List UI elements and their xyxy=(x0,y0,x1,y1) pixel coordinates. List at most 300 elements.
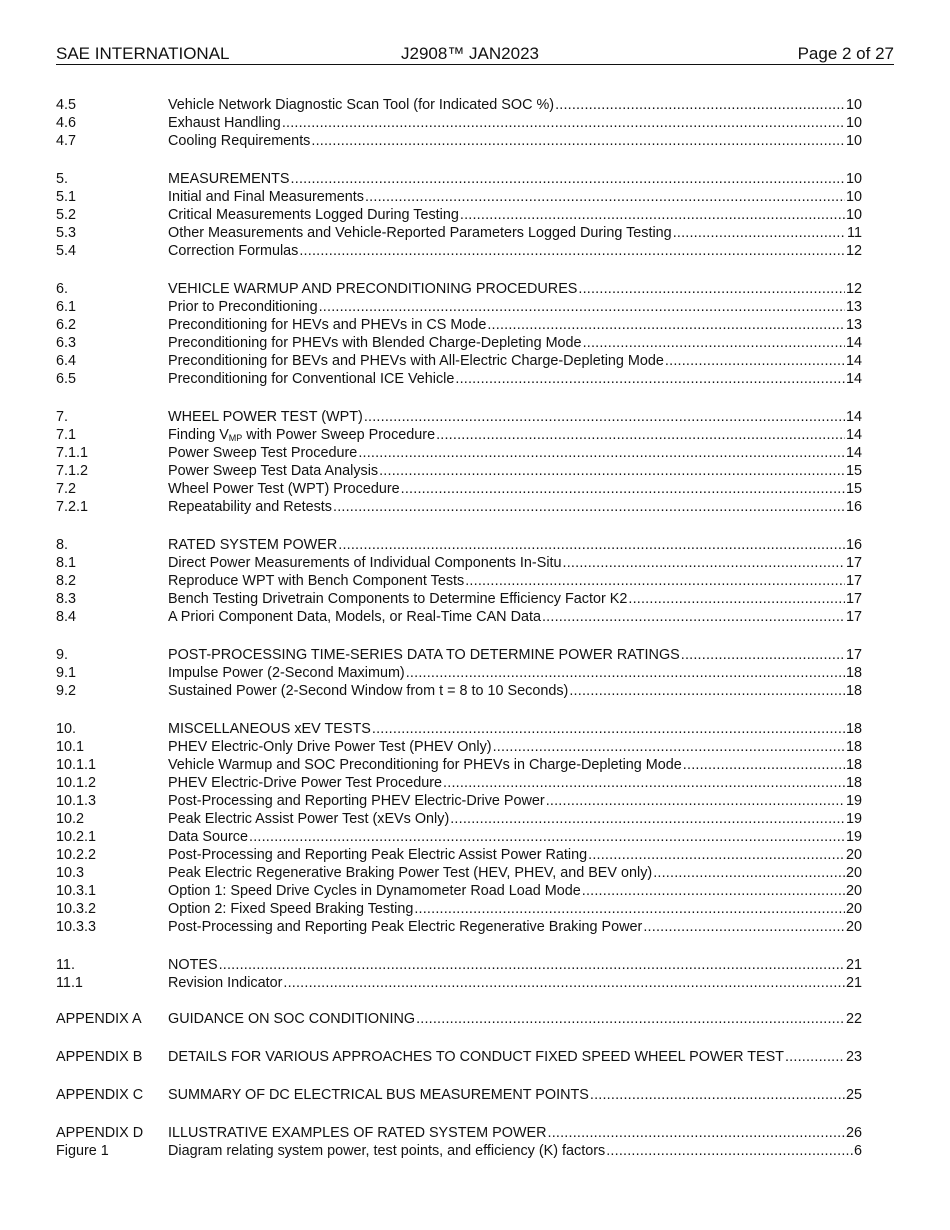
toc-entry-number: 10.1.2 xyxy=(56,775,97,791)
toc-entry-line xyxy=(168,792,862,810)
toc-entry-title-text: PHEV Electric-Only Drive Power Test (PHEV Only) xyxy=(168,739,492,755)
toc-entry-line xyxy=(168,96,862,114)
toc-entry-page: 22 xyxy=(845,1011,862,1027)
toc-entry-number: 10. xyxy=(56,721,77,737)
toc-entry[interactable] xyxy=(56,738,862,756)
toc-entry-line xyxy=(168,298,862,316)
toc-entry-title xyxy=(168,224,672,242)
toc-dot-leader xyxy=(291,170,845,188)
toc-entry-title-text: Preconditioning for Conventional ICE Vehicle xyxy=(168,371,455,387)
toc-entry-page: 10 xyxy=(845,97,862,113)
toc-dot-leader xyxy=(681,646,845,664)
toc-entry-line xyxy=(168,682,862,700)
toc-entry-page: 19 xyxy=(845,793,862,809)
toc-entry-page: 15 xyxy=(845,481,862,497)
toc-entry[interactable] xyxy=(56,846,862,864)
toc-entry-line xyxy=(168,188,862,206)
toc-entry-number: 9.2 xyxy=(56,683,77,699)
page-header xyxy=(56,44,894,65)
toc-entry-number: 10.2.2 xyxy=(56,847,97,863)
toc-entry-page: 14 xyxy=(845,371,862,387)
toc-entry-page: 6 xyxy=(853,1143,862,1159)
toc-entry-number: 6.1 xyxy=(56,299,77,315)
toc-dot-leader xyxy=(588,846,845,864)
toc-entry-title-text: ILLUSTRATIVE EXAMPLES OF RATED SYSTEM POWER xyxy=(168,1125,547,1141)
toc-entry-number: 7.2 xyxy=(56,481,77,497)
toc-entry-title-text: MEASUREMENTS xyxy=(168,171,290,187)
toc-entry-number: 10.3.2 xyxy=(56,901,97,917)
toc-entry[interactable] xyxy=(56,298,862,316)
toc-entry[interactable] xyxy=(56,352,862,370)
toc-entry[interactable] xyxy=(56,498,862,516)
toc-entry-line xyxy=(168,1124,862,1142)
toc-entry-title-text: Initial and Final Measurements xyxy=(168,189,364,205)
toc-dot-leader xyxy=(416,1010,845,1028)
toc-entry-number: 4.6 xyxy=(56,115,77,131)
toc-entry-page: 21 xyxy=(845,975,862,991)
toc-entry-title xyxy=(168,608,541,626)
toc-entry-page: 17 xyxy=(845,573,862,589)
toc-entry-title-text: DETAILS FOR VARIOUS APPROACHES TO CONDUCT FIXED SPEED WHEEL POWER TEST xyxy=(168,1049,784,1065)
header-org: SAE INTERNATIONAL xyxy=(56,44,230,63)
toc-dot-leader xyxy=(450,810,845,828)
toc-entry-title-text: Revision Indicator xyxy=(168,975,283,991)
toc-entry-line xyxy=(168,646,862,664)
toc-dot-leader xyxy=(563,554,845,572)
toc-dot-leader xyxy=(542,608,845,626)
toc-entry-title xyxy=(168,132,310,150)
toc-dot-leader xyxy=(358,444,845,462)
toc-entry-number: 10.2.1 xyxy=(56,829,97,845)
toc-entry[interactable] xyxy=(56,646,862,664)
toc-entry-number: 7.2.1 xyxy=(56,499,89,515)
toc-entry-number: APPENDIX C xyxy=(56,1087,144,1103)
toc-entry-line xyxy=(168,572,862,590)
toc-entry[interactable] xyxy=(56,426,862,444)
toc-entry-number: 10.1.3 xyxy=(56,793,97,809)
toc-entry-number: APPENDIX B xyxy=(56,1049,143,1065)
toc-entry-line xyxy=(168,408,862,426)
toc-entry-title xyxy=(168,774,442,792)
toc-entry-title xyxy=(168,498,332,516)
toc-entry-number: 10.3 xyxy=(56,865,85,881)
toc-entry-line xyxy=(168,1048,862,1066)
toc-entry-title-text: VEHICLE WARMUP AND PRECONDITIONING PROCEDURES xyxy=(168,281,578,297)
toc-entry-number: 10.3.1 xyxy=(56,883,97,899)
toc-dot-leader xyxy=(546,792,845,810)
toc-entry[interactable] xyxy=(56,774,862,792)
toc-dot-leader xyxy=(590,1086,845,1104)
toc-entry-page: 20 xyxy=(845,847,862,863)
toc-entry-title xyxy=(168,792,545,810)
toc-entry[interactable] xyxy=(56,828,862,846)
toc-entry-title-text: Vehicle Network Diagnostic Scan Tool (for Indicated SOC %) xyxy=(168,97,555,113)
toc-entry-line xyxy=(168,974,862,992)
toc-dot-leader xyxy=(673,224,846,242)
toc-entry[interactable] xyxy=(56,664,862,682)
toc-entry-title-text: Direct Power Measurements of Individual Components In-Situ xyxy=(168,555,562,571)
toc-dot-leader xyxy=(628,590,845,608)
toc-entry-number: Figure 1 xyxy=(56,1143,109,1159)
toc-entry-number: 11. xyxy=(56,957,75,973)
toc-entry-title-text: Impulse Power (2-Second Maximum) xyxy=(168,665,405,681)
toc-dot-leader xyxy=(401,480,845,498)
toc-entry-line xyxy=(168,882,862,900)
toc-entry[interactable] xyxy=(56,720,862,738)
toc-dot-leader xyxy=(643,918,845,936)
toc-entry-page: 14 xyxy=(845,409,862,425)
toc-entry-line xyxy=(168,1010,862,1028)
toc-dot-leader xyxy=(249,828,845,846)
toc-entry[interactable] xyxy=(56,882,862,900)
toc-entry-line xyxy=(168,846,862,864)
toc-dot-leader xyxy=(319,298,845,316)
toc-entry-title-text: GUIDANCE ON SOC CONDITIONING xyxy=(168,1011,416,1027)
toc-entry-title-text: Post-Processing and Reporting PHEV Electric-Drive Power xyxy=(168,793,545,809)
toc-entry-page: 15 xyxy=(845,463,862,479)
toc-entry-title xyxy=(168,864,652,882)
toc-dot-leader xyxy=(548,1124,845,1142)
toc-entry-number: 7.1.2 xyxy=(56,463,89,479)
toc-entry-line xyxy=(168,1086,862,1104)
toc-dot-leader xyxy=(414,900,845,918)
toc-entry-page: 26 xyxy=(845,1125,862,1141)
toc-entry-title-text: Vehicle Warmup and SOC Preconditioning for PHEVs in Charge-Depleting Mode xyxy=(168,757,682,773)
toc-entry-page: 20 xyxy=(845,883,862,899)
toc-entry-number: 6.2 xyxy=(56,317,77,333)
toc-entry-line xyxy=(168,334,862,352)
toc-entry[interactable] xyxy=(56,370,862,388)
toc-entry[interactable] xyxy=(56,1124,862,1142)
toc-entry-page: 10 xyxy=(845,171,862,187)
toc-entry-line xyxy=(168,498,862,516)
toc-entry[interactable] xyxy=(56,462,862,480)
toc-entry-title-text: Sustained Power (2-Second Window from t = 8 to 10 Seconds) xyxy=(168,683,569,699)
toc-entry-line xyxy=(168,918,862,936)
toc-entry[interactable] xyxy=(56,756,862,774)
toc-entry-line xyxy=(168,554,862,572)
toc-entry-title xyxy=(168,206,459,224)
toc-entry-subscript: MP xyxy=(228,433,243,443)
toc-dot-leader xyxy=(785,1048,845,1066)
toc-entry-title-text: Correction Formulas xyxy=(168,243,299,259)
toc-dot-leader xyxy=(555,96,845,114)
toc-entry-number: 10.3.3 xyxy=(56,919,97,935)
toc-dot-leader xyxy=(299,242,845,260)
toc-entry[interactable] xyxy=(56,1142,862,1160)
toc-entry-title-text: Preconditioning for PHEVs with Blended Charge-Depleting Mode xyxy=(168,335,582,351)
toc-entry-line xyxy=(168,352,862,370)
toc-entry-number: 9.1 xyxy=(56,665,77,681)
toc-entry-page: 19 xyxy=(845,811,862,827)
toc-entry[interactable] xyxy=(56,918,862,936)
toc-entry[interactable] xyxy=(56,956,862,974)
toc-entry-title-text: Power Sweep Test Procedure xyxy=(168,445,358,461)
toc-entry-title-text: WHEEL POWER TEST (WPT) xyxy=(168,409,363,425)
toc-entry-title xyxy=(168,188,364,206)
toc-entry-number: 7.1.1 xyxy=(56,445,89,461)
toc-entry-title xyxy=(168,900,413,918)
toc-entry-number: 5.3 xyxy=(56,225,77,241)
toc-entry-title xyxy=(168,918,642,936)
toc-entry-title xyxy=(168,1010,415,1028)
toc-entry[interactable] xyxy=(56,188,862,206)
toc-entry-line xyxy=(168,280,862,298)
header-page-label: Page 2 of 27 xyxy=(797,44,894,63)
toc-entry-number: 8. xyxy=(56,537,69,553)
toc-entry[interactable] xyxy=(56,572,862,590)
toc-entry[interactable] xyxy=(56,590,862,608)
toc-entry-page: 10 xyxy=(845,133,862,149)
toc-entry-line xyxy=(168,132,862,150)
toc-entry-line xyxy=(168,738,862,756)
toc-entry[interactable] xyxy=(56,810,862,828)
toc-entry-page: 19 xyxy=(845,829,862,845)
toc-entry[interactable] xyxy=(56,974,862,992)
toc-entry-number: 8.3 xyxy=(56,591,77,607)
toc-entry-page: 20 xyxy=(845,901,862,917)
toc-entry-number: 10.1.1 xyxy=(56,757,97,773)
toc-entry-line xyxy=(168,462,862,480)
toc-entry-title xyxy=(168,298,318,316)
toc-entry-title-text: Diagram relating system power, test points, and efficiency (K) factors xyxy=(168,1143,606,1159)
toc-dot-leader xyxy=(338,536,845,554)
toc-entry-title-text: Option 2: Fixed Speed Braking Testing xyxy=(168,901,414,917)
toc-dot-leader xyxy=(665,352,845,370)
toc-entry-title-text: Other Measurements and Vehicle-Reported Parameters Logged During Testing xyxy=(168,225,672,241)
toc-entry[interactable] xyxy=(56,1010,862,1028)
toc-entry-title-text: Preconditioning for BEVs and PHEVs with All-Electric Charge-Depleting Mode xyxy=(168,353,664,369)
toc-entry-page: 16 xyxy=(845,537,862,553)
toc-entry-line xyxy=(168,444,862,462)
toc-entry[interactable] xyxy=(56,316,862,334)
toc-entry[interactable] xyxy=(56,206,862,224)
toc-entry-number: 7. xyxy=(56,409,69,425)
toc-entry-page: 12 xyxy=(845,281,862,297)
toc-dot-leader xyxy=(493,738,845,756)
toc-entry-title-text: PHEV Electric-Drive Power Test Procedure xyxy=(168,775,443,791)
toc-entry-title xyxy=(168,664,405,682)
toc-entry-page: 18 xyxy=(845,721,862,737)
toc-entry[interactable] xyxy=(56,480,862,498)
toc-entry-line xyxy=(168,774,862,792)
toc-entry-title xyxy=(168,846,587,864)
toc-entry-title xyxy=(168,114,281,132)
toc-entry[interactable] xyxy=(56,224,862,242)
toc-entry-title xyxy=(168,956,218,974)
toc-entry-page: 20 xyxy=(845,865,862,881)
toc-entry-title-text: Data Source xyxy=(168,829,248,845)
toc-entry-page: 17 xyxy=(845,591,862,607)
toc-entry-title xyxy=(168,756,682,774)
toc-entry-number: 6.3 xyxy=(56,335,77,351)
toc-entry-line xyxy=(168,810,862,828)
toc-entry-line xyxy=(168,608,862,626)
toc-entry-title xyxy=(168,334,582,352)
toc-entry-title xyxy=(168,682,568,700)
toc-entry-title-text: POST-PROCESSING TIME-SERIES DATA TO DETERMINE POWER RATINGS xyxy=(168,647,680,663)
toc-entry-line xyxy=(168,956,862,974)
toc-entry-number: 9. xyxy=(56,647,69,663)
toc-entry-title-text: Prior to Preconditioning xyxy=(168,299,318,315)
toc-dot-leader xyxy=(372,720,845,738)
toc-dot-leader xyxy=(606,1142,853,1160)
toc-dot-leader xyxy=(487,316,845,334)
toc-entry-page: 10 xyxy=(845,207,862,223)
toc-entry-title xyxy=(168,352,664,370)
toc-entry-title xyxy=(168,462,378,480)
toc-entry-number: 11.1 xyxy=(56,975,83,991)
toc-entry-page: 16 xyxy=(845,499,862,515)
toc-entry-line xyxy=(168,536,862,554)
toc-entry[interactable] xyxy=(56,132,862,150)
toc-entry-page: 18 xyxy=(845,665,862,681)
toc-entry[interactable] xyxy=(56,242,862,260)
toc-entry-line xyxy=(168,316,862,334)
toc-dot-leader xyxy=(282,114,845,132)
toc-entry-page: 20 xyxy=(845,919,862,935)
toc-entry-title xyxy=(168,1086,589,1104)
toc-entry-number: 5.2 xyxy=(56,207,77,223)
toc-dot-leader xyxy=(578,280,845,298)
toc-dot-leader xyxy=(311,132,845,150)
toc-dot-leader xyxy=(653,864,845,882)
toc-entry-title-text: Peak Electric Regenerative Braking Power Test (HEV, PHEV, and BEV only) xyxy=(168,865,653,881)
toc-entry-line xyxy=(168,828,862,846)
toc-entry[interactable] xyxy=(56,864,862,882)
toc-entry-title-text: Critical Measurements Logged During Testing xyxy=(168,207,459,223)
toc-entry-line xyxy=(168,900,862,918)
toc-entry-title xyxy=(168,974,282,992)
toc-entry[interactable] xyxy=(56,608,862,626)
toc-entry-page: 23 xyxy=(845,1049,862,1065)
toc-entry-title xyxy=(168,1048,784,1066)
toc-entry[interactable] xyxy=(56,536,862,554)
toc-entry-line xyxy=(168,170,862,188)
toc-entry[interactable] xyxy=(56,444,862,462)
toc-entry-line xyxy=(168,480,862,498)
toc-entry-line xyxy=(168,664,862,682)
toc-entry-number: 10.2 xyxy=(56,811,85,827)
toc-entry-number: 7.1 xyxy=(56,427,77,443)
toc-entry-page: 14 xyxy=(845,445,862,461)
toc-entry-number: APPENDIX D xyxy=(56,1125,144,1141)
toc-entry[interactable] xyxy=(56,1086,862,1104)
toc-entry-page: 18 xyxy=(845,757,862,773)
toc-entry[interactable] xyxy=(56,554,862,572)
toc-entry[interactable] xyxy=(56,280,862,298)
toc-entry-title xyxy=(168,572,464,590)
toc-entry-title xyxy=(168,590,627,608)
toc-entry-line xyxy=(168,206,862,224)
toc-entry-title-text: A Priori Component Data, Models, or Real-Time CAN Data xyxy=(168,609,541,625)
toc-entry-title xyxy=(168,1124,547,1142)
toc-entry-title-text: Wheel Power Test (WPT) Procedure xyxy=(168,481,400,497)
toc-entry[interactable] xyxy=(56,114,862,132)
toc-dot-leader xyxy=(443,774,845,792)
toc-dot-leader xyxy=(406,664,845,682)
toc-dot-leader xyxy=(465,572,845,590)
toc-entry-title-text: Power Sweep Test Data Analysis xyxy=(168,463,379,479)
toc-entry-number: 6.5 xyxy=(56,371,77,387)
toc-entry-title xyxy=(168,242,298,260)
toc-entry-number: APPENDIX A xyxy=(56,1011,142,1027)
toc-entry[interactable] xyxy=(56,96,862,114)
toc-entry-title-text: Peak Electric Assist Power Test (xEVs Only) xyxy=(168,811,450,827)
toc-entry[interactable] xyxy=(56,900,862,918)
toc-entry-title xyxy=(168,280,577,298)
toc-entry-title xyxy=(168,444,357,462)
header-doc-id: J2908™ JAN2023 xyxy=(401,44,539,63)
toc-entry-number: 4.7 xyxy=(56,133,77,149)
toc-entry-page: 10 xyxy=(845,189,862,205)
toc-entry-title xyxy=(168,536,337,554)
toc-entry-title xyxy=(168,408,363,426)
toc-entry-page: 14 xyxy=(845,427,862,443)
toc-entry-number: 8.2 xyxy=(56,573,77,589)
toc-entry[interactable] xyxy=(56,682,862,700)
toc-entry-title-text: Bench Testing Drivetrain Components to Determine Efficiency Factor K2 xyxy=(168,591,628,607)
toc-entry-number: 8.1 xyxy=(56,555,77,571)
toc-dot-leader xyxy=(436,426,845,444)
toc-entry-line xyxy=(168,756,862,774)
toc-entry-page: 13 xyxy=(845,317,862,333)
toc-dot-leader xyxy=(333,498,845,516)
toc-entry-line xyxy=(168,864,862,882)
toc-dot-leader xyxy=(583,334,845,352)
toc-entry-title xyxy=(168,810,449,828)
toc-entry-title-text: MISCELLANEOUS xEV TESTS xyxy=(168,721,371,737)
toc-entry-number: 8.4 xyxy=(56,609,77,625)
toc-entry-title-rest: with Power Sweep Procedure xyxy=(242,427,436,443)
toc-entry-page: 14 xyxy=(845,353,862,369)
toc-entry-page: 12 xyxy=(845,243,862,259)
toc-entry-title xyxy=(168,1142,605,1160)
toc-entry-title-text: NOTES xyxy=(168,957,218,973)
toc-entry-page: 13 xyxy=(845,299,862,315)
toc-entry-page: 14 xyxy=(845,335,862,351)
toc-entry-number: 5.4 xyxy=(56,243,77,259)
toc-entry-title xyxy=(168,828,248,846)
toc-entry[interactable] xyxy=(56,334,862,352)
toc-entry-title-text: Repeatability and Retests xyxy=(168,499,332,515)
toc-entry-title-text: Reproduce WPT with Bench Component Tests xyxy=(168,573,465,589)
toc-entry-line xyxy=(168,1142,862,1160)
toc-entry-title-text: Preconditioning for HEVs and PHEVs in CS Mode xyxy=(168,317,487,333)
toc-entry-title-text: Exhaust Handling xyxy=(168,115,281,131)
toc-entry-line xyxy=(168,224,862,242)
toc-entry-page: 25 xyxy=(845,1087,862,1103)
toc-entry-title xyxy=(168,170,290,188)
toc-entry-line xyxy=(168,370,862,388)
toc-entry-page: 21 xyxy=(845,957,862,973)
toc-dot-leader xyxy=(283,974,845,992)
toc-entry-page: 18 xyxy=(845,683,862,699)
toc-entry-page: 17 xyxy=(845,609,862,625)
toc-entry-title xyxy=(168,370,454,388)
toc-entry[interactable] xyxy=(56,408,862,426)
toc-entry[interactable] xyxy=(56,170,862,188)
toc-entry-title-text: SUMMARY OF DC ELECTRICAL BUS MEASUREMENT POINTS xyxy=(168,1087,589,1103)
toc-entry-page: 10 xyxy=(845,115,862,131)
toc-entry-line xyxy=(168,242,862,260)
toc-entry-page: 17 xyxy=(845,647,862,663)
toc-entry[interactable] xyxy=(56,1048,862,1066)
toc-entry-title-text: Cooling Requirements xyxy=(168,133,311,149)
toc-entry[interactable] xyxy=(56,792,862,810)
toc-dot-leader xyxy=(582,882,845,900)
toc-entry-number: 6.4 xyxy=(56,353,77,369)
